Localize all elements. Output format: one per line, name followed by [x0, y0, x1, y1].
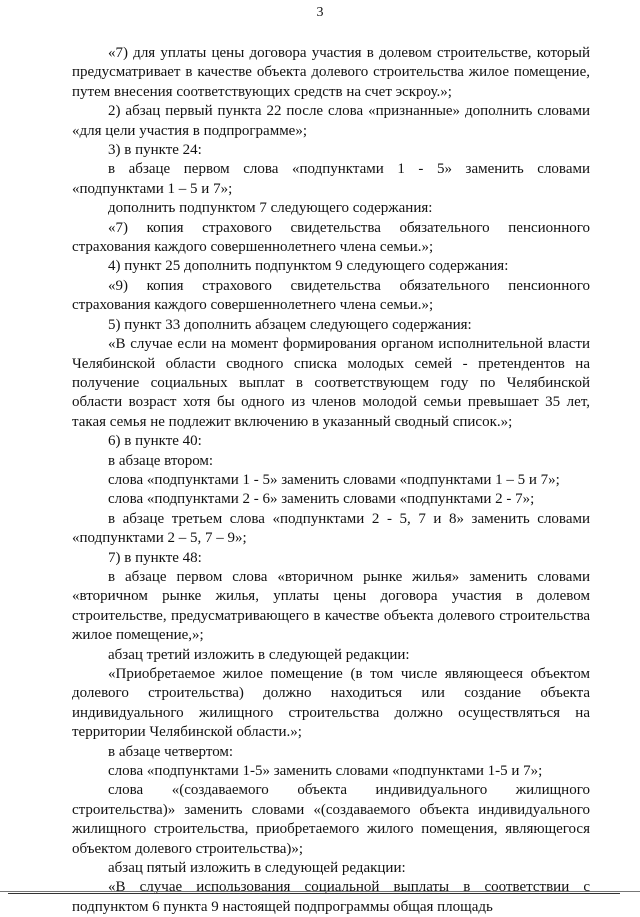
paragraph: «В случае использования социальной выплаты в соответствии с подпунктом 6 пункта 9 настоящей подпрограммы общая площадь [72, 879, 590, 915]
paragraph: абзац третий изложить в следующей редакции: [108, 646, 410, 663]
paragraph: в абзаце втором: [108, 452, 214, 469]
scan-edge-line [8, 893, 620, 894]
paragraph: в абзаце третьем слова «подпунктами 2 - 5, 7 и 8» заменить словами «подпунктами 2 – 5, 7 – 9»; [72, 510, 590, 547]
scan-edge-line [0, 891, 640, 892]
paragraph: слова «подпунктами 1 - 5» заменить словами «подпунктами 1 – 5 и 7»; [108, 471, 560, 488]
paragraph: слова «подпунктами 2 - 6» заменить словами «подпунктами 2 - 7»; [108, 491, 535, 508]
paragraph: 7) в пункте 48: [108, 549, 202, 566]
paragraph: «7) копия страхового свидетельства обязательного пенсионного страхования каждого совершеннолетнего члена семьи.»; [72, 219, 590, 256]
paragraph: в абзаце первом слова «вторичном рынке жилья» заменить словами «вторичном рынке жилья, уплаты цены договора участия в долевом строительстве, предусматривающего в качестве объекта долевого строительства жилое помещение,»; [72, 568, 590, 644]
paragraph: 2) абзац первый пункта 22 после слова «признанные» дополнить словами «для цели участия в подпрограмме»; [72, 103, 590, 139]
paragraph: «9) копия страхового свидетельства обязательного пенсионного страхования каждого совершеннолетнего члена семьи.»; [72, 277, 590, 314]
paragraph: «В случае если на момент формирования органом исполнительной власти Челябинской области сводного списка молодых семей - претендентов на получение социальных выплат в соответствующем году по Челябинской области возраст хотя бы одного из членов молодой семьи превышает 35 лет, такая семья не подлежит включению в указанный сводный список.»; [72, 336, 590, 430]
paragraph: дополнить подпунктом 7 следующего содержания: [108, 200, 433, 217]
paragraph: абзац пятый изложить в следующей редакции: [108, 860, 406, 877]
paragraph: в абзаце первом слова «подпунктами 1 - 5» заменить словами «подпунктами 1 – 5 и 7»; [72, 161, 590, 197]
paragraph: слова «подпунктами 1-5» заменить словами «подпунктами 1-5 и 7»; [108, 763, 543, 780]
paragraph: 3) в пункте 24: [108, 142, 202, 159]
paragraph: «7) для уплаты цены договора участия в долевом строительстве, который предусматривает в качестве объекта долевого строительства жилое помещение, путем внесения соответствующих средств на счет эскроу.»; [72, 45, 590, 100]
paragraph: 4) пункт 25 дополнить подпунктом 9 следующего содержания: [108, 258, 509, 275]
document-body [72, 44, 590, 917]
paragraph: «Приобретаемое жилое помещение (в том числе являющееся объектом долевого строительства) должно находиться или создание объекта индивидуального жилищного строительства должно осуществляться на территории Челябинской области.»; [72, 666, 590, 741]
paragraph: 5) пункт 33 дополнить абзацем следующего содержания: [108, 316, 472, 333]
paragraph: слова «(создаваемого объекта индивидуального жилищного строительства)» заменить словами «(создаваемого объекта индивидуального жилищного строительства, приобретаемого жилого помещения, являющегося объектом долевого строительства)»; [72, 782, 590, 857]
paragraph: в абзаце четвертом: [108, 743, 234, 760]
page-number: 3 [316, 5, 324, 20]
paragraph: 6) в пункте 40: [108, 433, 202, 450]
